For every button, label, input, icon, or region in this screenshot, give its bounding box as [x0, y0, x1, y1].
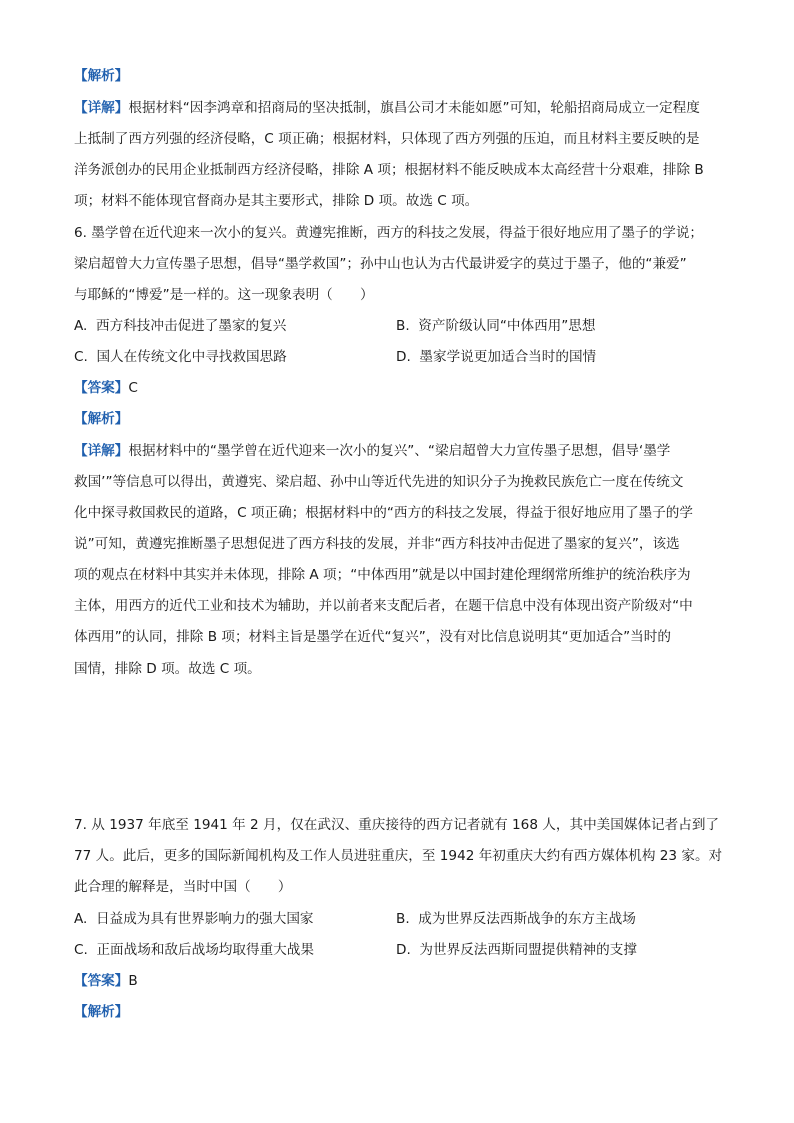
detail-paragraph-line: 项；材料不能体现官督商办是其主要形式，排除 D 项。故选 C 项。: [74, 193, 479, 209]
answer-line: [74, 971, 724, 991]
detail-paragraph-line: 洋务派创办的民用企业抵制西方经济侵略，排除 A 项；根据材料不能反映成本太高经营十分艰难，排除 B: [74, 162, 704, 178]
question-stem-line: 与耶稣的“博爱”是一样的。这一现象表明（ ）: [74, 287, 374, 303]
option-b: B. 成为世界反法西斯战争的东方主战场: [396, 911, 636, 927]
option-d: D. 墨家学说更加适合当时的国情: [396, 349, 597, 365]
analysis-heading: 【解析】: [74, 1004, 129, 1020]
detail-paragraph-line: 【详解】根据材料中的“墨学曾在近代迎来一次小的复兴”、“梁启超曾大力宣传墨子思想，倡导‘墨学: [74, 443, 671, 459]
detail-paragraph-line: 体西用”的认同，排除 B 项；材料主旨是墨学在近代“复兴”，没有对比信息说明其“更加适合”当时的: [74, 629, 671, 645]
detail-paragraph-line: 项的观点在材料中其实并未体现，排除 A 项；“中体西用”就是以中国封建伦理纲常所维护的统治秩序为: [74, 567, 691, 583]
detail-paragraph-line: 国情，排除 D 项。故选 C 项。: [74, 661, 261, 677]
question-stem-line: 6. 墨学曾在近代迎来一次小的复兴。黄遵宪推断，西方的科技之发展，得益于很好地应用了墨子的学说；: [74, 225, 704, 241]
question-stem-line: 梁启超曾大力宣传墨子思想，倡导“墨学救国”；孙中山也认为古代最讲爱字的莫过于墨子，他的“兼爱”: [74, 256, 687, 272]
question-stem-line: 7. 从 1937 年底至 1941 年 2 月，仅在武汉、重庆接待的西方记者就有 168 人，其中美国媒体记者占到了: [74, 817, 720, 833]
answer-heading: 【答案】: [74, 973, 129, 989]
answer-value: B: [128, 973, 138, 989]
detail-paragraph-line: 化中探寻救国救民的道路，C 项正确；根据材料中的“西方的科技之发展，得益于很好地应用了墨子的学: [74, 505, 693, 521]
detail-paragraph-line: 救国’”等信息可以得出，黄遵宪、梁启超、孙中山等近代先进的知识分子为挽救民族危亡一度在传统文: [74, 474, 684, 490]
analysis-heading: 【解析】: [74, 411, 129, 427]
option-c: C. 国人在传统文化中寻找救国思路: [74, 349, 287, 365]
answer-value: C: [128, 380, 138, 396]
detail-heading: 【详解】: [74, 443, 129, 459]
detail-heading: 【详解】: [74, 100, 129, 116]
option-d: D. 为世界反法西斯同盟提供精神的支撑: [396, 942, 637, 958]
detail-paragraph-line: 说”可知，黄遵宪推断墨子思想促进了西方科技的发展，并非“西方科技冲击促进了墨家的复兴”，该选: [74, 536, 680, 552]
analysis-heading: 【解析】: [74, 68, 129, 84]
option-a: A. 日益成为具有世界影响力的强大国家: [74, 911, 314, 927]
option-c: C. 正面战场和敌后战场均取得重大战果: [74, 942, 314, 958]
answer-heading: 【答案】: [74, 380, 129, 396]
option-a: A. 西方科技冲击促进了墨家的复兴: [74, 318, 287, 334]
detail-paragraph-line: 【详解】根据材料“因李鸿章和招商局的坚决抵制，旗昌公司才未能如愿”可知，轮船招商局成立一定程度: [74, 100, 700, 116]
option-b: B. 资产阶级认同“中体西用”思想: [396, 318, 596, 334]
detail-paragraph-line: 上抵制了西方列强的经济侵略，C 项正确；根据材料，只体现了西方列强的压迫，而且材料主要反映的是: [74, 131, 700, 147]
question-stem-line: 此合理的解释是，当时中国（ ）: [74, 879, 292, 895]
detail-paragraph-line: 主体，用西方的近代工业和技术为辅助，并以前者来支配后者，在题干信息中没有体现出资产阶级对“中: [74, 598, 693, 614]
answer-line: [74, 378, 724, 398]
question-stem-line: 77 人。此后，更多的国际新闻机构及工作人员进驻重庆，至 1942 年初重庆大约有西方媒体机构 23 家。对: [74, 848, 723, 864]
